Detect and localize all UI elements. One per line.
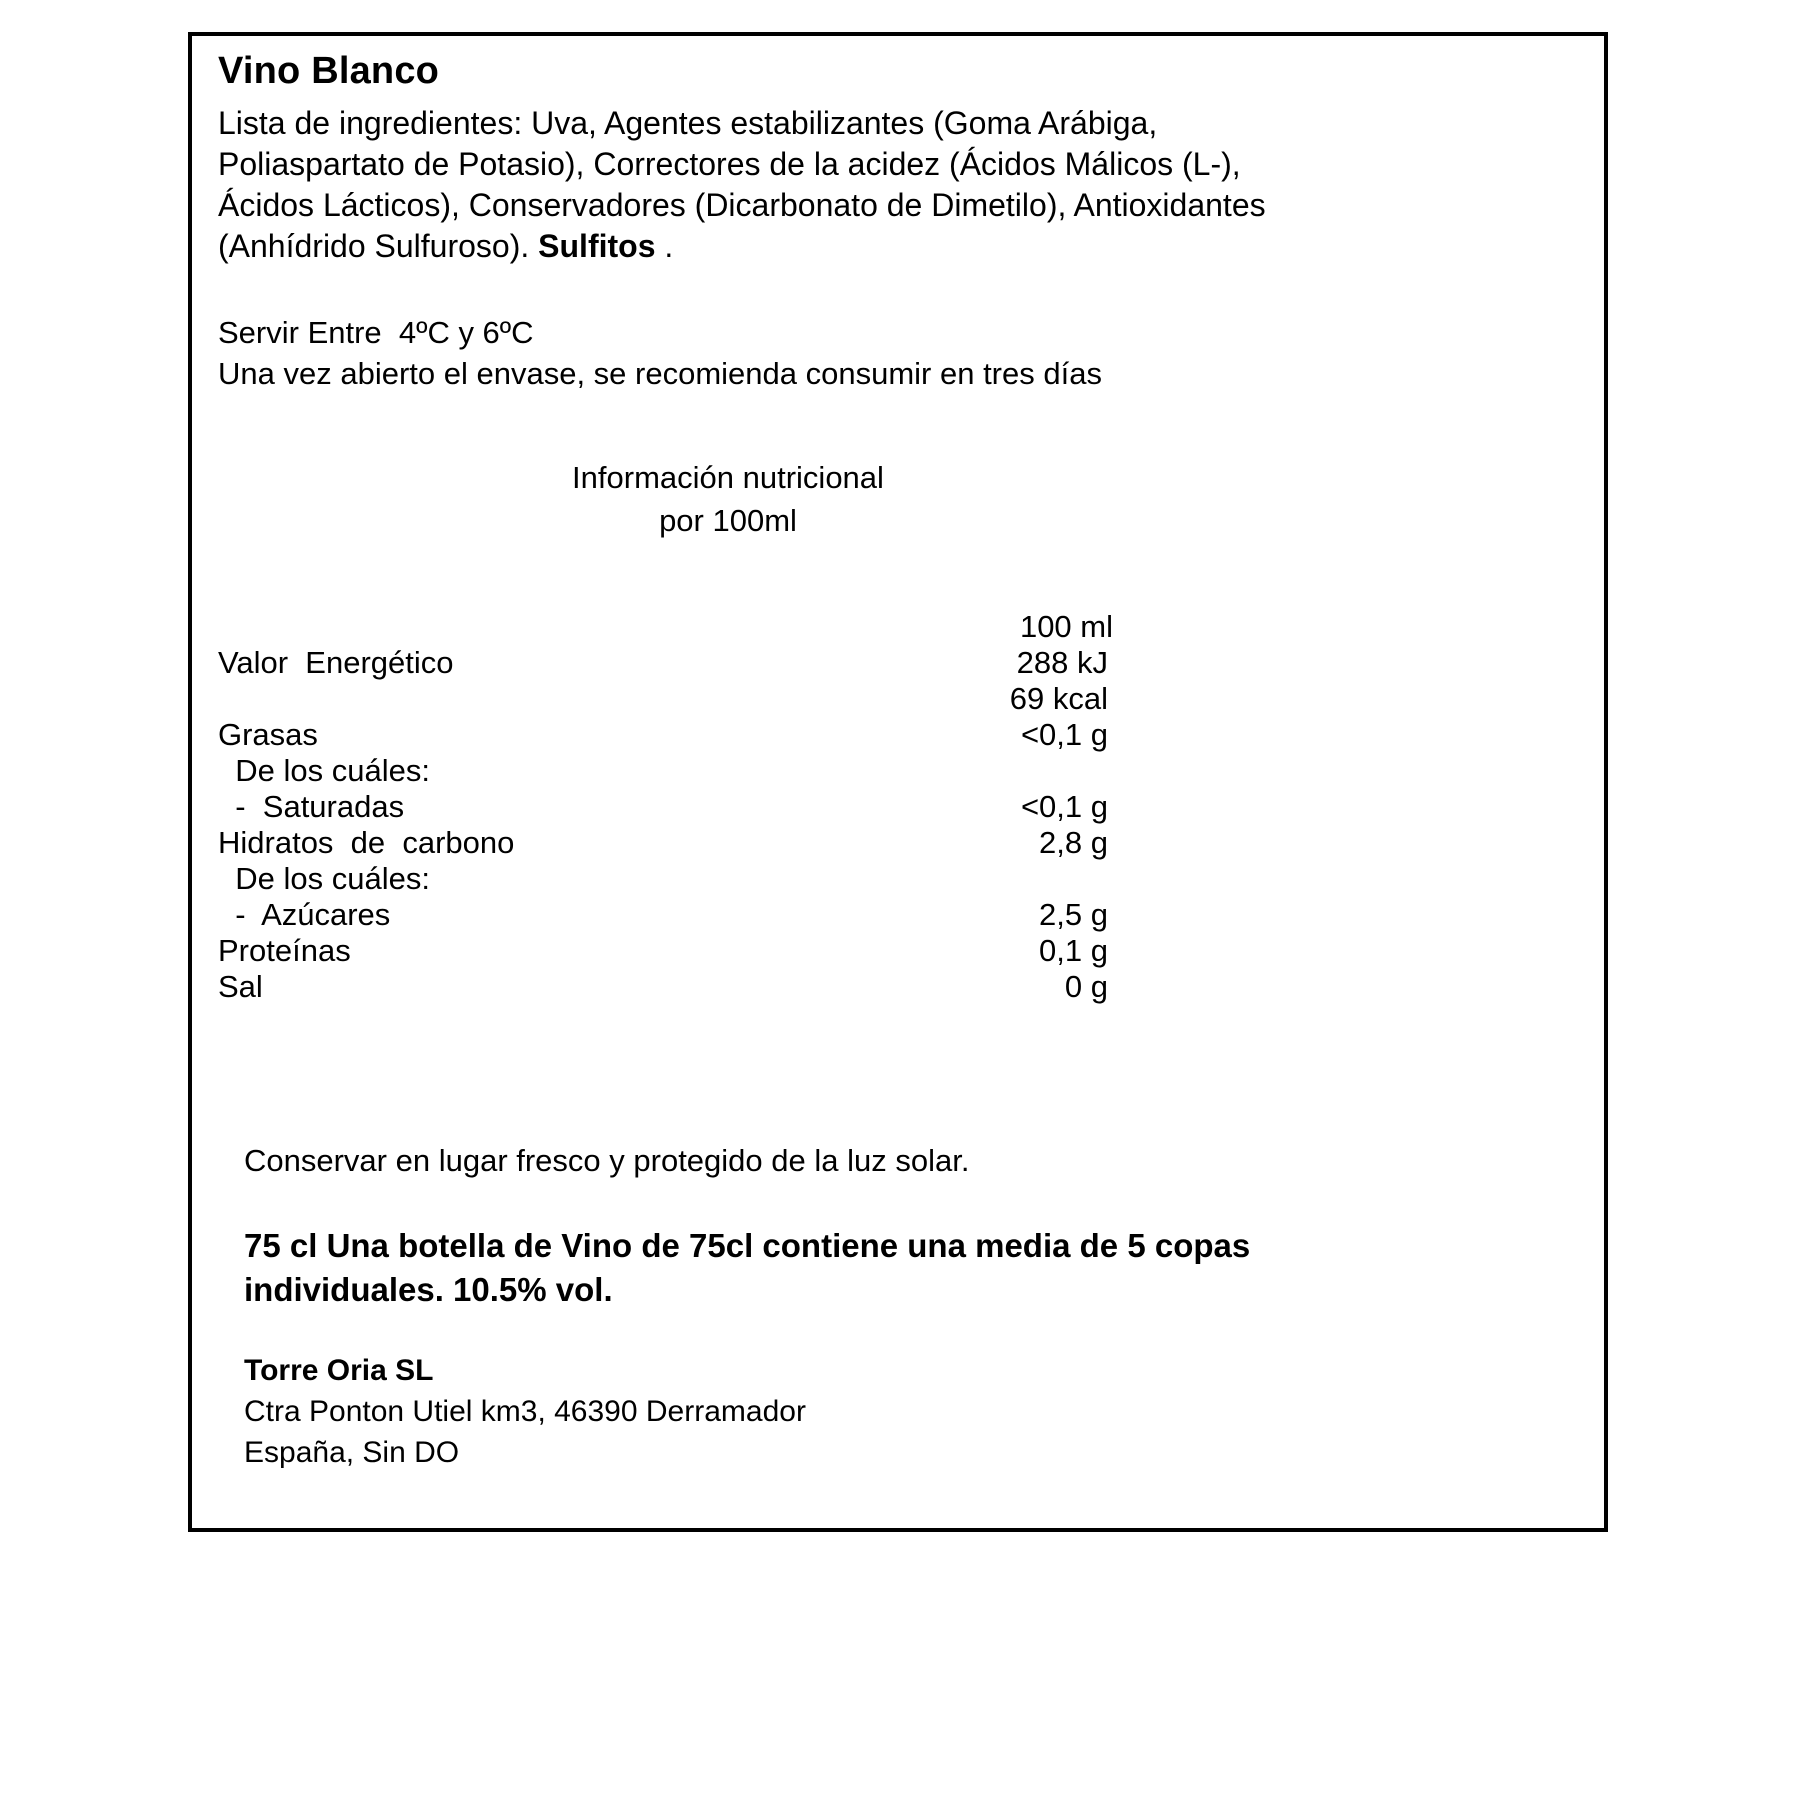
nutrient-value: 288 kJ — [1016, 645, 1108, 681]
table-row — [218, 826, 1238, 862]
nutrient-value: <0,1 g — [1020, 789, 1108, 825]
serving-instructions — [218, 313, 1584, 395]
ingredients-text: Lista de ingredientes: Uva, Agentes estabilizantes (Goma Arábiga, Poliaspartato de Potasio), Correctores de la acidez (Ácidos Málicos (L-), Ácidos Lácticos), Conservadores (Dicarbonato de Dimetilo), Antioxidantes (Anhídrido Sulfuroso). — [218, 105, 1266, 265]
nutrient-label: Proteínas — [218, 933, 351, 969]
table-row — [218, 754, 1238, 790]
product-label-frame — [188, 32, 1608, 1532]
ingredients-suffix: . — [655, 228, 674, 265]
nutrient-label: De los cuáles: — [218, 861, 430, 897]
nutrient-label: De los cuáles: — [218, 753, 430, 789]
nutrition-table-body — [218, 610, 1238, 1006]
storage-note: Conservar en lugar fresco y protegido de la luz solar. — [244, 1143, 970, 1178]
table-row — [218, 934, 1238, 970]
producer-block — [244, 1351, 806, 1473]
nutrient-label: Sal — [218, 969, 263, 1005]
table-row-column-header — [218, 610, 1238, 646]
nutrient-value: 69 kcal — [1009, 681, 1108, 717]
ingredients-paragraph — [218, 103, 1338, 267]
nutrition-table — [218, 610, 1238, 1006]
nutrition-header — [218, 457, 1238, 543]
serving-temperature: Servir Entre 4ºC y 6ºC — [218, 315, 534, 351]
label-content — [218, 46, 1584, 1469]
producer-address-line-1: Ctra Ponton Utiel km3, 46390 Derramador — [244, 1394, 806, 1428]
page-title: Vino Blanco — [218, 50, 440, 92]
nutrient-value: 0,1 g — [1039, 933, 1108, 969]
table-row — [218, 718, 1238, 754]
nutrient-label: - Saturadas — [218, 789, 405, 825]
after-opening-note: Una vez abierto el envase, se recomienda consumir en tres días — [218, 356, 1102, 392]
nutrient-label: - Azúcares — [218, 897, 391, 933]
table-row — [218, 898, 1238, 934]
nutrient-label: Grasas — [218, 717, 318, 753]
table-row — [218, 682, 1238, 718]
nutrient-value: 2,5 g — [1039, 897, 1108, 933]
nutrient-value — [838, 754, 1238, 790]
nutrition-column-header: 100 ml — [1019, 609, 1113, 645]
nutrient-value: <0,1 g — [1020, 717, 1108, 753]
volume-and-alcohol-statement: 75 cl Una botella de Vino de 75cl contiene una media de 5 copas individuales. 10.5% vol. — [244, 1227, 1251, 1309]
nutrient-label: Valor Energético — [218, 645, 454, 681]
nutrient-label: Hidratos de carbono — [218, 825, 515, 861]
table-row — [218, 646, 1238, 682]
nutrient-value: 0 g — [1064, 969, 1108, 1005]
allergen-sulfites: Sulfitos — [538, 228, 656, 265]
nutrient-value — [838, 862, 1238, 898]
nutrient-label — [218, 682, 838, 718]
table-row — [218, 970, 1238, 1006]
producer-name: Torre Oria SL — [244, 1354, 434, 1387]
nutrient-value: 2,8 g — [1039, 825, 1108, 861]
producer-address-line-2: España, Sin DO — [244, 1435, 460, 1469]
nutrient-label-empty — [218, 610, 838, 646]
nutrition-header-basis: por 100ml — [659, 502, 797, 538]
nutrition-header-title: Información nutricional — [572, 459, 884, 495]
table-row — [218, 862, 1238, 898]
table-row — [218, 790, 1238, 826]
